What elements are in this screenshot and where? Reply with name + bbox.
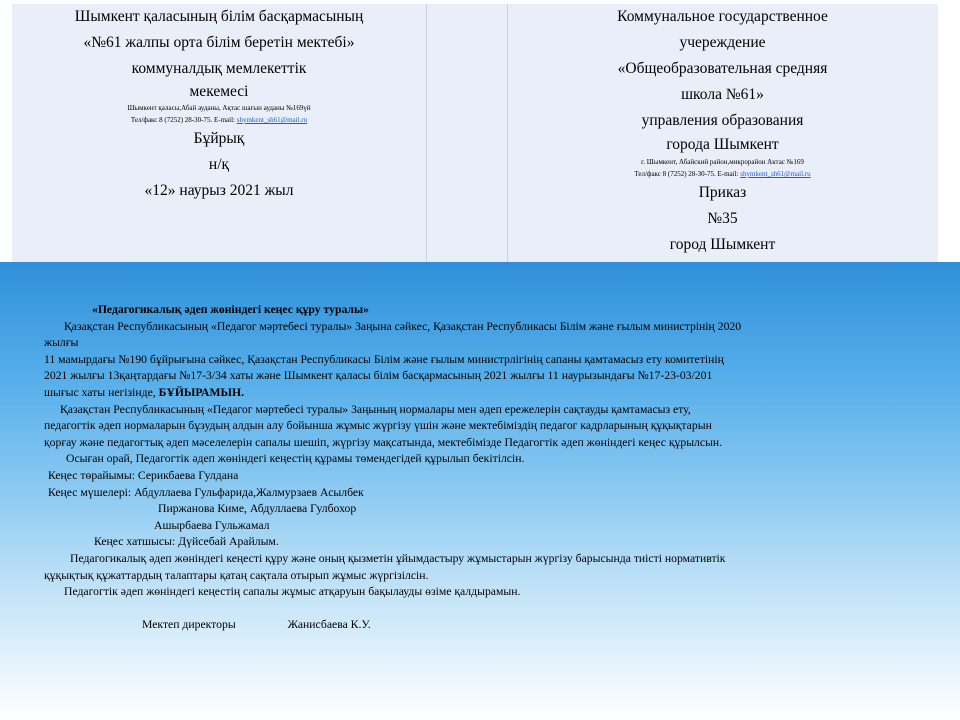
paragraph-2-line-1: 11 мамырдағы №190 бұйрығына сәйкес, Қазақстан Республикасы Білім және ғылым министрлігінің сапаны қамтамасыз ету комитетінің	[44, 352, 724, 366]
council-members-line-1: Кеңес мүшелері: Абдуллаева Гульфарида,Жалмурзаев Асылбек	[48, 485, 364, 499]
ru-contacts	[507, 168, 938, 180]
kz-phone: Тел/факс 8 (7252) 28-30-75. E-mail:	[130, 116, 237, 124]
council-members-line-3: Ашырбаева Гульжамал	[154, 518, 270, 532]
paragraph-2-line-3-text: шығыс хаты негізінде,	[44, 385, 156, 399]
ru-org-line2: учереждение	[679, 34, 766, 51]
director-label: Мектеп директоры	[142, 617, 236, 631]
kz-org-line4: мекемесі	[189, 83, 249, 100]
order-title: «Педагогикалық әдеп жөніндегі кеңес құру туралы»	[92, 303, 369, 316]
kz-doc-date: «12» наурыз 2021 жыл	[144, 182, 294, 199]
header-russian-column	[507, 4, 938, 262]
document-header	[12, 4, 938, 262]
ru-org-line6: города Шымкент	[666, 136, 779, 153]
order-text	[44, 302, 924, 633]
kz-doc-number: н/қ	[208, 156, 230, 173]
paragraph-1-line-1: Қазақстан Республикасының «Педагог мәртебесі туралы» Заңына сәйкес, Қазақстан Республикасы Білім және ғылым министрінің 2020	[64, 319, 742, 333]
ru-email-link[interactable]: shymkent_sh61@mail.ru	[740, 170, 811, 178]
ru-doc-type: Приказ	[698, 184, 747, 201]
paragraph-3-line-2: педагогтік әдеп нормаларын бұзудың алдын алу бойынша жұмыс жүргізу үшін және мектебіміздің педагог кадрларының құқықтарын	[44, 419, 712, 433]
paragraph-6: Педагогтік әдеп жөніндегі кеңестің сапалы жұмыс атқаруын бақылауды өзіме қалдырамын.	[64, 585, 521, 599]
kz-address: Шымкент қаласы,Абай ауданы, Ақтас шағын ауданы №169үй	[127, 104, 311, 112]
header-kazakh-column	[12, 4, 426, 262]
paragraph-4: Осыған орай, Педагогтік әдеп жөніндегі кеңестің құрамы төмендегідей құрылып бекітілсін.	[66, 452, 525, 466]
paragraph-3-line-3: қорғау және педагогтық әдеп мәселелерін сапалы шешіп, жүргізу мақсатында, мектебімізде Педагогтік әдеп жөніндегі кеңес құрылсын.	[44, 435, 723, 449]
ru-org-line1: Коммунальное государственное	[617, 8, 828, 25]
ru-address: г. Шымкент, Абайский район,микрорайон Актас №169	[641, 158, 804, 166]
kz-org-line2: «№61 жалпы орта білім беретін мектебі»	[83, 34, 355, 51]
ru-doc-number: №35	[707, 210, 738, 227]
director-name: Жанисбаева К.У.	[287, 617, 371, 631]
kz-email-link[interactable]: shymkent_sh61@mail.ru	[236, 116, 308, 124]
kz-org-line3: коммуналдық мемлекеттік	[131, 60, 307, 77]
paragraph-3-line-1: Қазақстан Республикасының «Педагог мәртебесі туралы» Заңының нормалары мен әдеп ережелерін сақтауды қамтамасыз ету,	[60, 402, 691, 416]
header-divider-column	[426, 4, 508, 262]
council-chair: Кеңес төрайымы: Серикбаева Гулдана	[48, 468, 239, 482]
paragraph-2-line-3	[44, 385, 924, 402]
signature-line	[44, 617, 924, 634]
ru-org-line4: школа №61»	[681, 86, 764, 103]
ru-org-line5: управления образования	[641, 112, 804, 129]
document-body	[0, 262, 960, 720]
ru-city: город Шымкент	[669, 236, 776, 253]
paragraph-2-line-2: 2021 жылғы 13қаңтардағы №17-3/34 хаты және Шымкент қаласы білім басқармасының 2021 жылғы 11 наурызындағы №17-23-03/201	[44, 369, 713, 383]
paragraph-5-line-2: құқықтық құжаттардың талаптары қатаң сақтала отырып жұмыс жүргізілсін.	[44, 568, 429, 582]
order-word: БҰЙЫРАМЫН.	[158, 385, 244, 399]
council-members-line-2: Пиржанова Киме, Абдуллаева Гулбохор	[158, 502, 357, 516]
ru-org-line3: «Общеобразовательная средняя	[617, 60, 828, 77]
kz-contacts	[12, 114, 426, 126]
ru-phone: Тел/факс 8 (7252) 28-30-75. E-mail:	[634, 170, 741, 178]
paragraph-1-line-2: жылғы	[44, 336, 79, 350]
kz-doc-type: Бұйрық	[193, 130, 245, 147]
council-secretary: Кеңес хатшысы: Дүйсебай Арайлым.	[94, 535, 279, 549]
kz-org-line1: Шымкент қаласының білім басқармасының	[74, 8, 364, 25]
paragraph-5-line-1: Педагогикалық әдеп жөніндегі кеңесті құру және оның қызметін ұйымдастыру жұмыстарын жүргізу барысында тиісті нормативтік	[70, 551, 726, 565]
